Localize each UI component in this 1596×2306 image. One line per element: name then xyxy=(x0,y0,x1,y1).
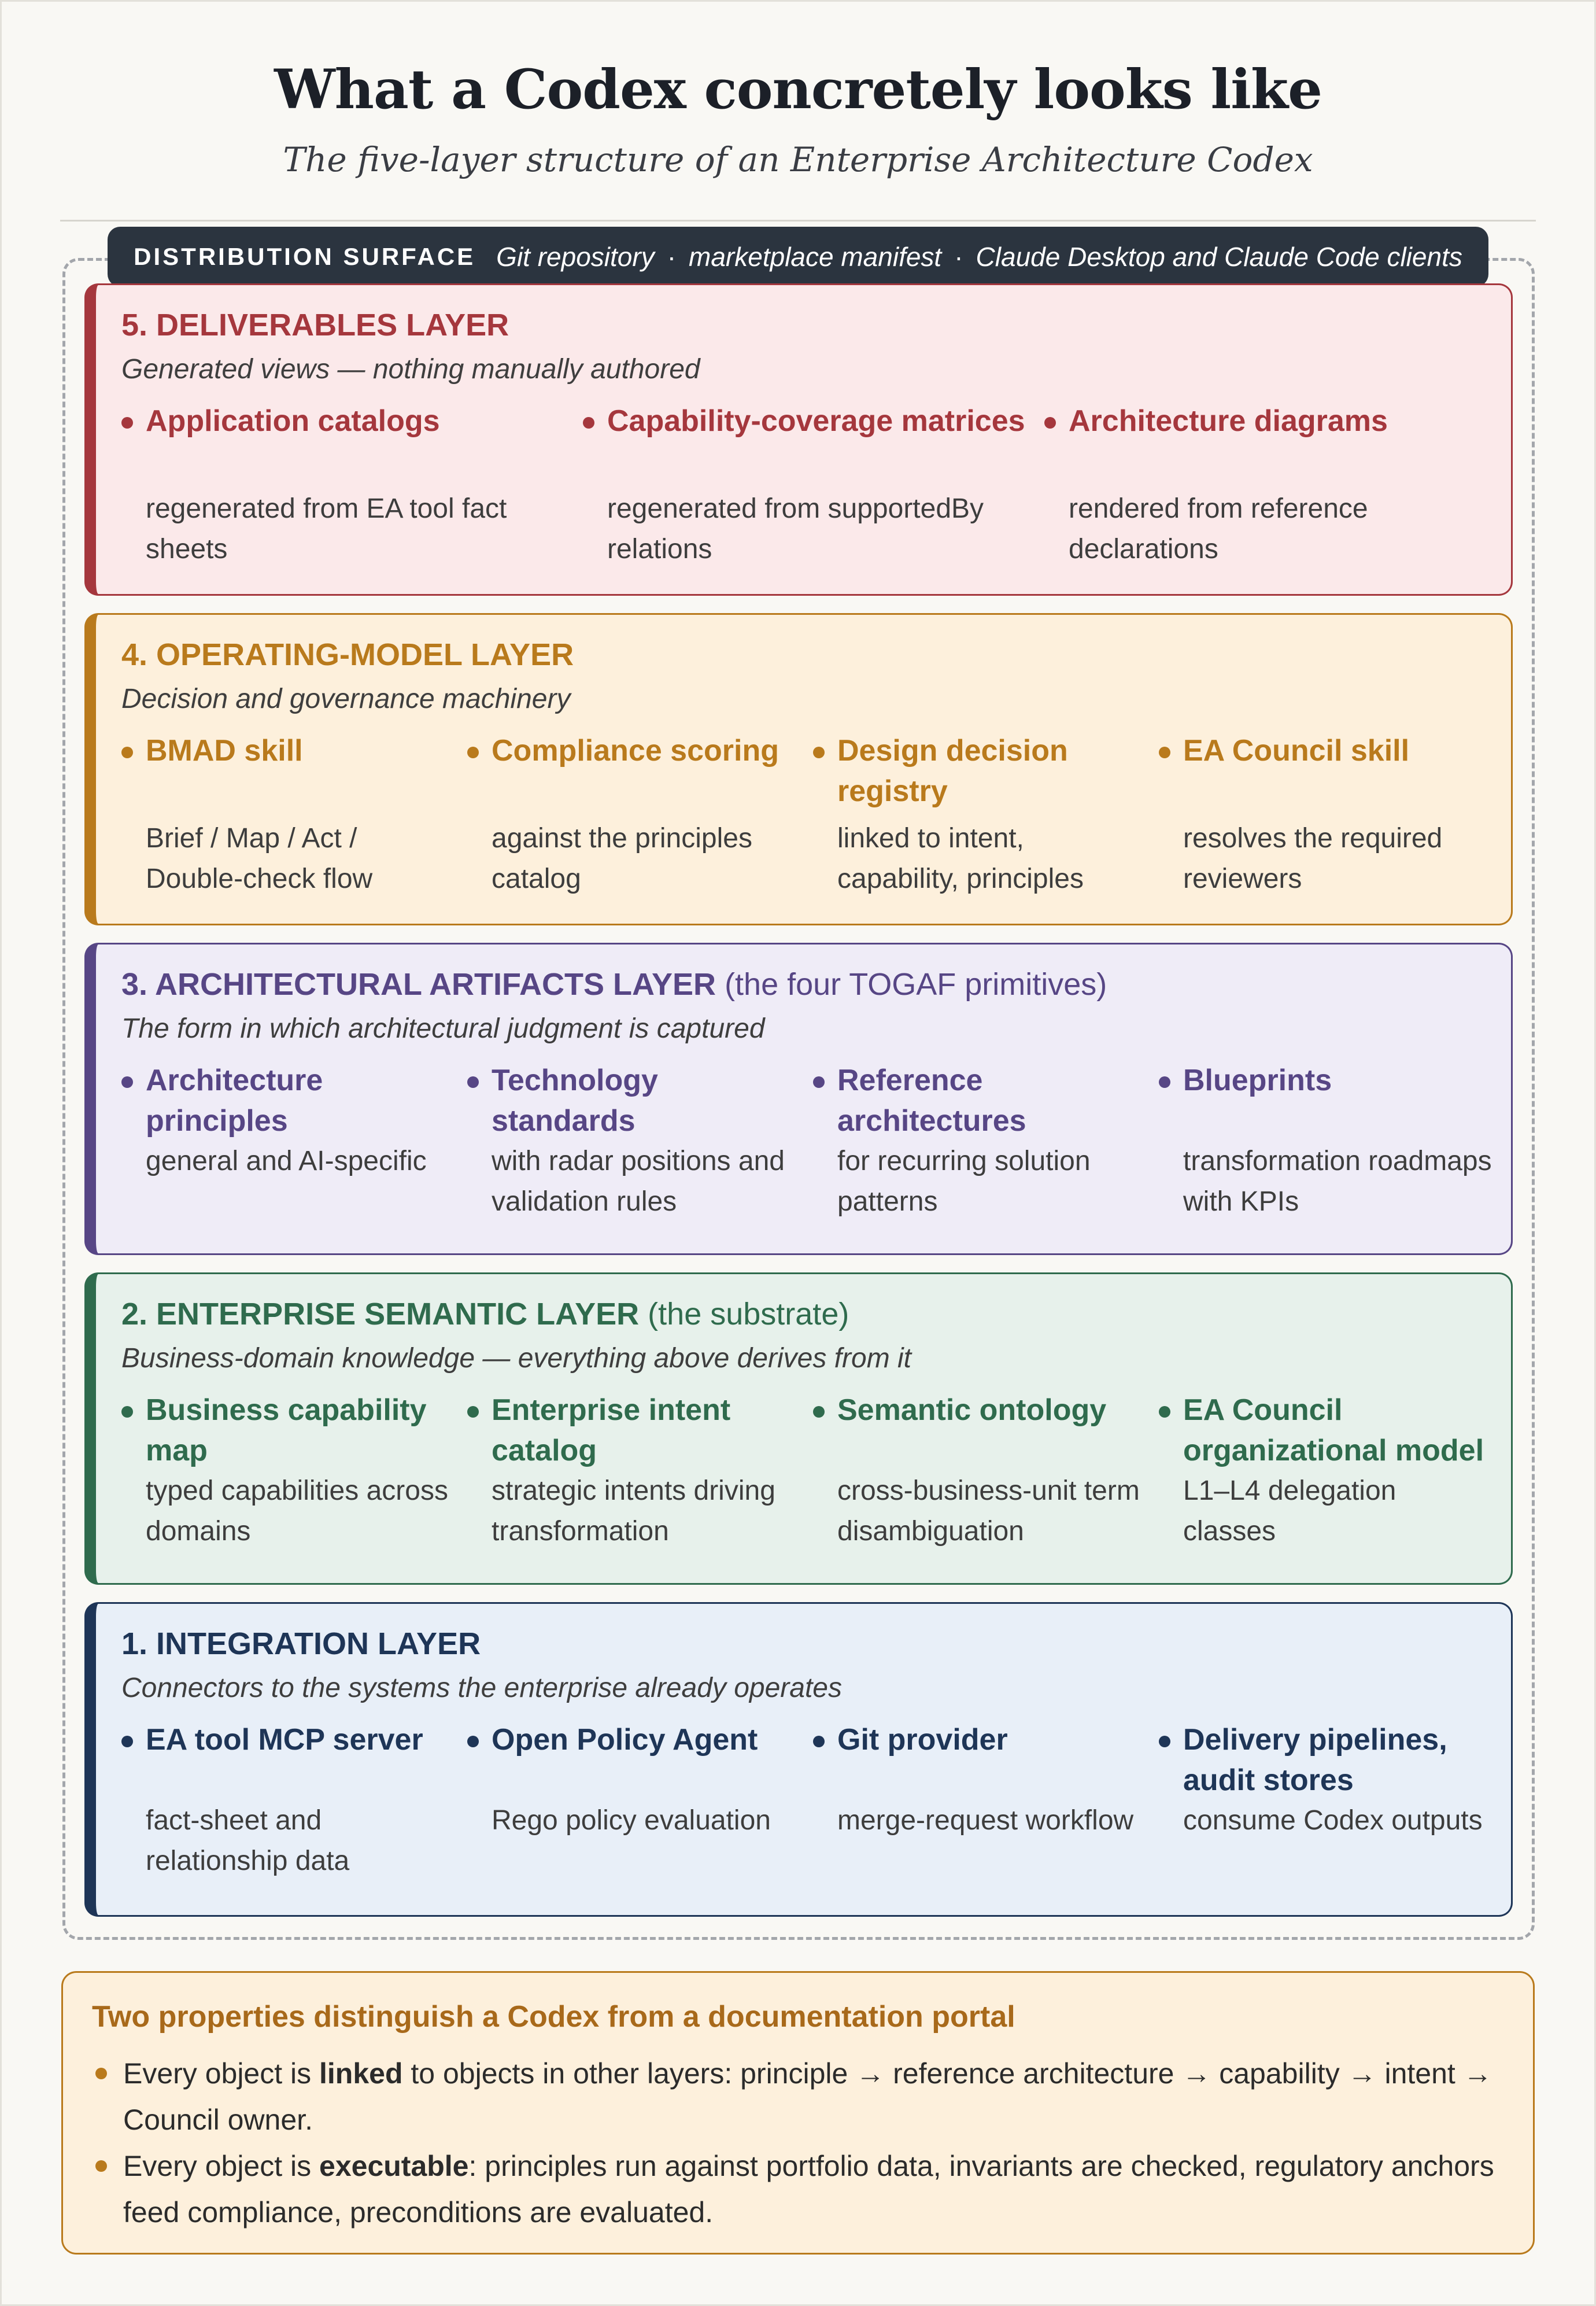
layer-item-title: Business capability map xyxy=(146,1393,427,1467)
layer-item-description: Rego policy evaluation xyxy=(492,1805,771,1836)
layer-heading xyxy=(121,637,574,673)
layer-items xyxy=(121,1390,1494,1571)
title-divider xyxy=(60,220,1536,222)
layer-item-title: Architecture diagrams xyxy=(1069,404,1388,438)
layer-enterprise-semantic xyxy=(84,1272,1513,1585)
property-keyword: linked xyxy=(319,2057,403,2090)
layer-item-title: Technology standards xyxy=(492,1064,658,1138)
bullet-icon xyxy=(1044,417,1056,429)
layer-subtitle: The form in which architectural judgment is captured xyxy=(121,1013,765,1044)
layer-operating-model xyxy=(84,613,1513,925)
distribution-item: Git repository xyxy=(496,242,655,272)
property-text-rest: : principles run against portfolio data, invariants are checked, regulatory anchors feed compliance, preconditions are evaluated. xyxy=(123,2150,1494,2228)
layer-item-title: Design decision registry xyxy=(837,734,1068,808)
distribution-item: Claude Desktop and Claude Code clients xyxy=(976,242,1462,272)
layer-item-title: Semantic ontology xyxy=(837,1393,1107,1427)
page-title: What a Codex concretely looks like xyxy=(274,58,1322,121)
layer-items xyxy=(121,730,1494,912)
layer-title: 3. ARCHITECTURAL ARTIFACTS LAYER xyxy=(121,967,716,1002)
bullet-icon xyxy=(1159,1736,1170,1747)
layer-item-description: typed capabilities across domains xyxy=(146,1475,448,1547)
layer-item-description: rendered from reference declarations xyxy=(1069,493,1368,564)
layer-architectural-artifacts xyxy=(84,943,1513,1255)
layer-item-title: Reference architectures xyxy=(837,1064,1026,1138)
bullet-icon xyxy=(95,2160,107,2172)
layer-item-description: for recurring solution patterns xyxy=(837,1146,1091,1217)
layer-heading xyxy=(121,1296,849,1332)
bullet-icon xyxy=(1159,1076,1170,1088)
layer-item-title: Architecture principles xyxy=(146,1064,323,1138)
property-text-rest: to objects in other layers: principle → reference architecture → capability → intent → Council owner. xyxy=(123,2057,1492,2136)
layer-item-description: against the principles catalog xyxy=(492,823,752,894)
layer-item-description: linked to intent, capability, principles xyxy=(837,823,1084,894)
bullet-icon xyxy=(583,417,594,429)
layer-item-title: Capability-coverage matrices xyxy=(607,404,1025,438)
bullet-icon xyxy=(1159,747,1170,758)
layer-subtitle: Business-domain knowledge — everything above derives from it xyxy=(121,1343,912,1374)
layer-item-title: Blueprints xyxy=(1183,1064,1332,1097)
layer-item-title: BMAD skill xyxy=(146,734,303,768)
bullet-icon xyxy=(813,1736,825,1747)
property-executable xyxy=(123,2143,1505,2235)
layer-item-title: EA tool MCP server xyxy=(146,1723,423,1757)
bullet-icon xyxy=(121,747,133,758)
property-keyword: executable xyxy=(319,2150,469,2182)
layer-title-suffix: (the four TOGAF primitives) xyxy=(716,967,1107,1002)
layer-items xyxy=(121,401,1494,582)
distribution-separator: · xyxy=(954,242,963,272)
layer-item-description: cross-business-unit term disambiguation xyxy=(837,1475,1140,1547)
layer-item-description: L1–L4 delegation classes xyxy=(1183,1475,1396,1547)
bullet-icon xyxy=(121,417,133,429)
callout-title: Two properties distinguish a Codex from a documentation portal xyxy=(92,2000,1015,2034)
layer-items xyxy=(121,1060,1494,1242)
property-text-lead: Every object is xyxy=(123,2150,320,2182)
layer-item-title: Delivery pipelines, audit stores xyxy=(1183,1723,1447,1797)
layer-item-title: Open Policy Agent xyxy=(492,1723,758,1757)
layer-items xyxy=(121,1720,1494,1903)
layer-item-description: Brief / Map / Act / Double-check flow xyxy=(146,823,373,894)
layer-item-title: Compliance scoring xyxy=(492,734,779,768)
distribution-item: marketplace manifest xyxy=(689,242,942,272)
property-linked xyxy=(123,2050,1505,2143)
layer-deliverables xyxy=(84,283,1513,596)
layer-item-description: fact-sheet and relationship data xyxy=(146,1805,350,1876)
layer-heading xyxy=(121,966,1107,1002)
layer-item-description: strategic intents driving transformation xyxy=(492,1475,775,1547)
bullet-icon xyxy=(1159,1406,1170,1418)
layer-subtitle: Generated views — nothing manually authored xyxy=(121,354,700,385)
layer-item-description: regenerated from supportedBy relations xyxy=(607,493,984,564)
distribution-surface-items xyxy=(496,241,1462,272)
bullet-icon xyxy=(467,1076,479,1088)
layer-item-description: general and AI-specific xyxy=(146,1146,427,1176)
bullet-icon xyxy=(121,1406,133,1418)
layer-title-suffix: (the substrate) xyxy=(639,1297,849,1331)
page-subtitle: The five-layer structure of an Enterprise Architecture Codex xyxy=(283,140,1313,179)
layer-item-title: Application catalogs xyxy=(146,404,440,438)
distribution-surface-bar xyxy=(108,227,1488,287)
distribution-separator: · xyxy=(667,242,677,272)
bullet-icon xyxy=(813,747,825,758)
layer-item-title: EA Council organizational model xyxy=(1183,1393,1484,1467)
layer-item-description: with radar positions and validation rules xyxy=(492,1146,785,1217)
layer-item-description: consume Codex outputs xyxy=(1183,1805,1483,1836)
layer-title: 1. INTEGRATION LAYER xyxy=(121,1626,481,1661)
layer-item-title: Enterprise intent catalog xyxy=(492,1393,731,1467)
bullet-icon xyxy=(813,1406,825,1418)
bullet-icon xyxy=(467,1406,479,1418)
bullet-icon xyxy=(467,1736,479,1747)
distribution-surface-label: DISTRIBUTION SURFACE xyxy=(134,243,476,270)
layer-title: 2. ENTERPRISE SEMANTIC LAYER xyxy=(121,1297,640,1331)
layer-title: 5. DELIVERABLES LAYER xyxy=(121,308,509,342)
layer-heading xyxy=(121,1626,481,1662)
bullet-icon xyxy=(121,1076,133,1088)
bullet-icon xyxy=(121,1736,133,1747)
layer-integration xyxy=(84,1602,1513,1917)
layer-item-description: regenerated from EA tool fact sheets xyxy=(146,493,507,564)
layer-subtitle: Decision and governance machinery xyxy=(121,684,571,714)
bullet-icon xyxy=(95,2068,107,2079)
codex-properties-callout xyxy=(61,1971,1535,2255)
layer-subtitle: Connectors to the systems the enterprise already operates xyxy=(121,1673,842,1703)
property-text-lead: Every object is xyxy=(123,2057,320,2090)
layer-item-description: transformation roadmaps with KPIs xyxy=(1183,1146,1492,1217)
layer-item-title: Git provider xyxy=(837,1723,1008,1757)
layer-item-description: resolves the required reviewers xyxy=(1183,823,1443,894)
bullet-icon xyxy=(813,1076,825,1088)
layer-item-description: merge-request workflow xyxy=(837,1805,1134,1836)
layer-item-title: EA Council skill xyxy=(1183,734,1410,768)
layer-heading xyxy=(121,307,509,343)
bullet-icon xyxy=(467,747,479,758)
layer-title: 4. OPERATING-MODEL LAYER xyxy=(121,637,574,672)
